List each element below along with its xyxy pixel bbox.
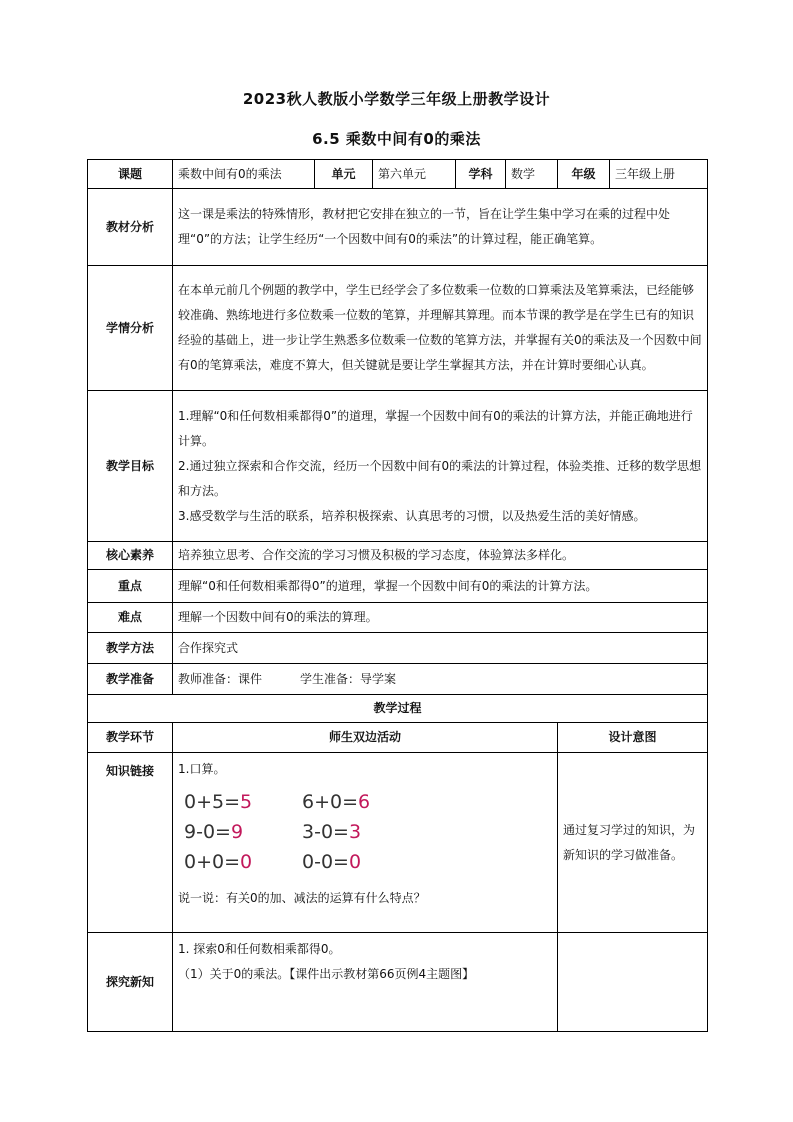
topic-label: 课题 (88, 160, 173, 189)
calc-item: 3-0=3 (302, 821, 362, 843)
prep-text (173, 664, 708, 695)
goals-label: 教学目标 (88, 391, 173, 542)
material-row (88, 189, 708, 266)
material-text: 这一课是乘法的特殊情形，教材把它安排在独立的一节，旨在让学生集中学习在乘的过程中处理“0”的方法；让学生经历“一个因数中间有0的乘法”的计算过程，能正确笔算。 (173, 189, 708, 266)
calc-item: 6+0=6 (302, 791, 371, 813)
mental-math-grid (184, 790, 552, 874)
lesson-title: 6.5 乘数中间有0的乘法 (312, 130, 481, 148)
process-row-review (88, 753, 708, 933)
difficulty-text: 理解一个因数中间有0的乘法的算理。 (173, 603, 708, 633)
unit-label: 单元 (315, 160, 373, 189)
method-text: 合作探究式 (173, 633, 708, 664)
intent-review: 通过复习学过的知识，为新知识的学习做准备。 (558, 753, 708, 933)
difficulty-label: 难点 (88, 603, 173, 633)
unit-value: 第六单元 (373, 160, 456, 189)
document-title: 2023秋人教版小学数学三年级上册教学设计 (242, 90, 551, 108)
activity-explore (173, 933, 558, 1032)
subject-label: 学科 (456, 160, 506, 189)
calc-answer: 3 (348, 821, 362, 843)
calc-answer: 5 (240, 791, 253, 813)
goals-row (88, 391, 708, 542)
method-row (88, 633, 708, 664)
process-row-explore (88, 933, 708, 1032)
prep-teacher: 教师准备：课件 (178, 671, 263, 686)
material-label: 教材分析 (88, 189, 173, 266)
calc-item: 0+0=0 (184, 851, 253, 873)
stage-explore: 探究新知 (88, 933, 173, 1032)
intent-explore (558, 933, 708, 1032)
col-stage-header: 教学环节 (88, 723, 173, 753)
calc-item: 9-0=9 (184, 821, 244, 843)
key-text: 理解“0和任何数相乘都得0”的道理，掌握一个因数中间有0的乘法的计算方法。 (173, 570, 708, 603)
explore-line: （1）关于0的乘法。【课件出示教材第66页例4主题图】 (178, 967, 475, 981)
lesson-plan-table (87, 159, 708, 1032)
goal-item: 3.感受数学与生活的联系，培养积极探索、认真思考的习惯，以及热爱生活的美好情感。 (178, 508, 646, 523)
info-row (88, 160, 708, 189)
col-intent-header: 设计意图 (558, 723, 708, 753)
key-label: 重点 (88, 570, 173, 603)
grade-label: 年级 (558, 160, 610, 189)
explore-line: 1. 探索0和任何数相乘都得0。 (178, 942, 341, 956)
learner-label: 学情分析 (88, 266, 173, 391)
prep-student: 学生准备：导学案 (300, 671, 397, 686)
activity-review (173, 753, 558, 933)
calc-answer: 6 (358, 791, 371, 813)
process-title: 教学过程 (88, 695, 708, 723)
calc-answer: 9 (230, 821, 244, 843)
process-title-row (88, 695, 708, 723)
core-label: 核心素养 (88, 542, 173, 570)
col-activity-header: 师生双边活动 (173, 723, 558, 753)
calc-answer: 0 (348, 851, 362, 873)
review-question: 说一说：有关0的加、减法的运算有什么特点？ (178, 891, 426, 905)
calc-item: 0-0=0 (302, 851, 362, 873)
prep-label: 教学准备 (88, 664, 173, 695)
goal-item: 2.通过独立探索和合作交流，经历一个因数中间有0的乘法的计算过程，体验类推、迁移的数学思想和方法。 (178, 458, 702, 498)
process-header-row (88, 723, 708, 753)
core-text: 培养独立思考、合作交流的学习习惯及积极的学习态度，体验算法多样化。 (173, 542, 708, 570)
goals-list (173, 391, 708, 542)
grade-value: 三年级上册 (610, 160, 708, 189)
review-intro: 1.口算。 (178, 762, 226, 776)
calc-answer: 0 (240, 851, 253, 873)
method-label: 教学方法 (88, 633, 173, 664)
goal-item: 1.理解“0和任何数相乘都得0”的道理，掌握一个因数中间有0的乘法的计算方法，并能正确地进行计算。 (178, 408, 693, 448)
calc-item: 0+5=5 (184, 791, 253, 813)
difficulty-row (88, 603, 708, 633)
prep-row (88, 664, 708, 695)
key-row (88, 570, 708, 603)
learner-text: 在本单元前几个例题的教学中，学生已经学会了多位数乘一位数的口算乘法及笔算乘法，已经能够较准确、熟练地进行多位数乘一位数的笔算，并理解其算理。而本节课的教学是在学生已有的知识经验的基础上，进一步让学生熟悉多位数乘一位数的笔算方法，并掌握有关0的乘法及一个因数中间有0的笔算乘法，难度不算大，但关键就是要让学生掌握其方法，并在计算时要细心认真。 (173, 266, 708, 391)
stage-review: 知识链接 (88, 753, 173, 933)
topic-value: 乘数中间有0的乘法 (173, 160, 315, 189)
core-row (88, 542, 708, 570)
learner-row (88, 266, 708, 391)
subject-value: 数学 (506, 160, 558, 189)
